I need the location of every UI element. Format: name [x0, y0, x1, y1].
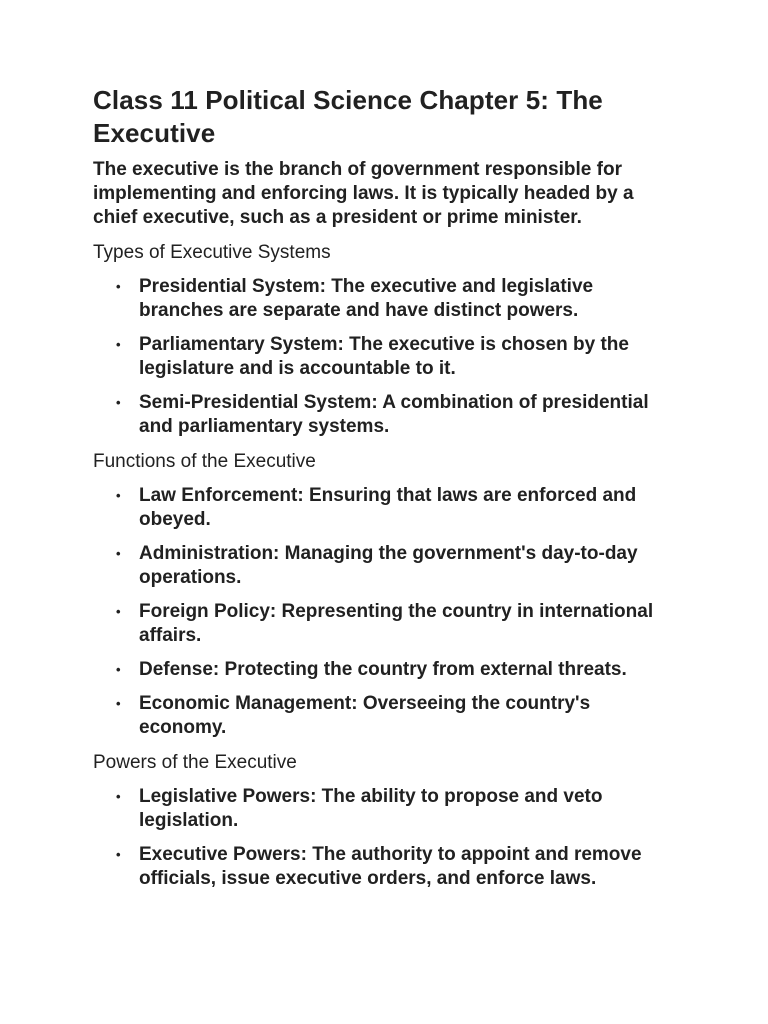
- bullet-icon: •: [116, 696, 121, 711]
- bullet-icon: •: [116, 337, 121, 352]
- bullet-icon: •: [116, 847, 121, 862]
- list-item: [116, 843, 676, 891]
- bullet-icon: •: [116, 488, 121, 503]
- bullet-icon: •: [116, 662, 121, 677]
- list-item: [116, 692, 676, 740]
- list-item-text: Law Enforcement: Ensuring that laws are enforced and obeyed.: [139, 485, 637, 530]
- list-item: [116, 333, 676, 381]
- list-item-text: Foreign Policy: Representing the country in international affairs.: [139, 601, 654, 646]
- intro-paragraph: The executive is the branch of government responsible for implementing and enforcing laws. It is typically headed by a chief executive, such as a president or prime minister.: [93, 159, 634, 228]
- section-heading-types: Types of Executive Systems: [93, 242, 331, 263]
- list-item-text: Administration: Managing the government's day-to-day operations.: [139, 543, 638, 588]
- list-item-text: Presidential System: The executive and legislative branches are separate and have distinct powers.: [139, 276, 594, 321]
- list-functions: [93, 484, 676, 740]
- bullet-icon: •: [116, 789, 121, 804]
- list-item: [116, 600, 676, 648]
- list-types: [93, 275, 676, 439]
- list-powers: [93, 785, 676, 891]
- list-item: [116, 542, 676, 590]
- list-item-text: Defense: Protecting the country from external threats.: [139, 659, 627, 680]
- list-item-text: Parliamentary System: The executive is chosen by the legislature and is accountable to it.: [139, 334, 629, 379]
- list-item-text: Legislative Powers: The ability to propose and veto legislation.: [139, 786, 603, 831]
- list-item: [116, 484, 676, 532]
- list-item: [116, 391, 676, 439]
- page-title: Class 11 Political Science Chapter 5: The Executive: [93, 85, 603, 148]
- list-item: [116, 658, 676, 682]
- section-heading-powers: Powers of the Executive: [93, 752, 297, 773]
- list-item: [116, 275, 676, 323]
- bullet-icon: •: [116, 279, 121, 294]
- list-item-text: Economic Management: Overseeing the country's economy.: [139, 693, 591, 738]
- section-heading-functions: Functions of the Executive: [93, 451, 316, 472]
- bullet-icon: •: [116, 546, 121, 561]
- bullet-icon: •: [116, 604, 121, 619]
- list-item-text: Executive Powers: The authority to appoint and remove officials, issue executive orders, and enforce laws.: [139, 844, 642, 889]
- list-item-text: Semi-Presidential System: A combination of presidential and parliamentary systems.: [139, 392, 649, 437]
- bullet-icon: •: [116, 395, 121, 410]
- list-item: [116, 785, 676, 833]
